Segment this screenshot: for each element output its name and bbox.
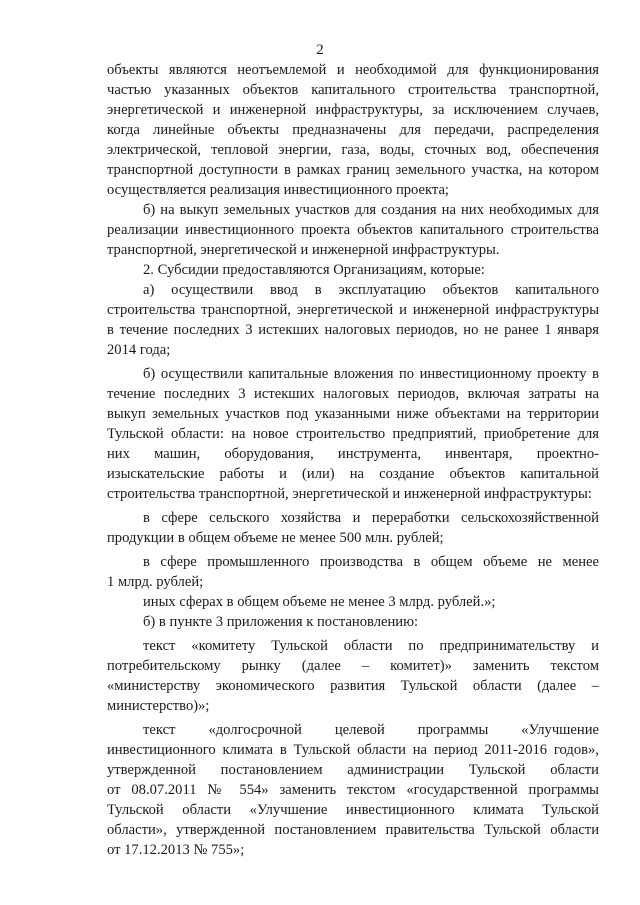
text-line: б) в пункте 3 приложения к постановлению:: [143, 614, 419, 630]
text-line: течение последних 3 истекших налоговых периодов, включая затраты на: [107, 386, 599, 402]
text-line: Тульской области: на новое строительство предприятий, приобретение для: [107, 426, 599, 442]
text-line: области», утвержденной постановлением правительства Тульской области: [107, 822, 599, 838]
text-line: объекты являются неотъемлемой и необходимой для функционирования: [107, 62, 599, 78]
text-line: текст «долгосрочной целевой программы «Улучшение: [143, 722, 599, 738]
text-line: от 08.07.2011 № 554» заменить текстом «государственной программы: [107, 782, 599, 798]
text-line: иных сферах в общем объеме не менее 3 млрд. рублей.»;: [143, 594, 496, 610]
text-line: 1 млрд. рублей;: [107, 574, 204, 590]
text-line: транспортной, энергетической и инженерной инфраструктуры.: [107, 242, 500, 258]
text-line: строительства транспортной, энергетической и инженерной инфраструктуры: [107, 302, 599, 318]
text-line: транспортной доступности в рамках границ земельного участка, на котором: [107, 162, 599, 178]
text-line: б) осуществили капитальные вложения по инвестиционному проекту в: [143, 366, 599, 382]
text-line: «министерству экономического развития Тульской области (далее –: [107, 678, 599, 694]
text-line: а) осуществили ввод в эксплуатацию объектов капитального: [143, 282, 599, 298]
text-line: выкуп земельных участков под указанными ниже объектами на территории: [107, 406, 599, 422]
text-line: когда линейные объекты предназначены для передачи, распределения: [107, 122, 599, 138]
text-line: частью указанных объектов капитального строительства транспортной,: [107, 82, 599, 98]
text-line: продукции в общем объеме не менее 500 млн. рублей;: [107, 530, 444, 546]
text-line: министерство)»;: [107, 698, 210, 714]
text-line: строительства транспортной, энергетической и инженерной инфраструктуры:: [107, 486, 592, 502]
text-line: 2014 года;: [107, 342, 171, 358]
text-line: осуществляется реализация инвестиционного проекта;: [107, 182, 449, 198]
text-line: изыскательские работы и (или) на создание объектов капитальной: [107, 466, 599, 482]
text-line: утвержденной постановлением администрации Тульской области: [107, 762, 599, 778]
text-line: текст «комитету Тульской области по предпринимательству и: [143, 638, 599, 654]
text-line: в сфере сельского хозяйства и переработки сельскохозяйственной: [143, 510, 599, 526]
text-line: реализации инвестиционного проекта объектов капитального строительства: [107, 222, 599, 238]
text-line: в течение последних 3 истекших налоговых периодов, но не ранее 1 января: [107, 322, 599, 338]
text-line: инвестиционного климата в Тульской области на период 2011-2016 годов»,: [107, 742, 599, 758]
text-line: энергетической и инженерной инфраструктуры, за исключением случаев,: [107, 102, 599, 118]
text-line: Тульской области «Улучшение инвестиционного климата Тульской: [107, 802, 599, 818]
text-line: потребительскому рынку (далее – комитет)» заменить текстом: [107, 658, 599, 674]
text-line: в сфере промышленного производства в общем объеме не менее: [143, 554, 599, 570]
text-line: электрической, тепловой энергии, газа, воды, сточных вод, обеспечения: [107, 142, 599, 158]
text-line: от 17.12.2013 № 755»;: [107, 842, 245, 858]
document-body: [107, 60, 599, 860]
page-number: 2: [316, 42, 324, 58]
text-line: них машин, оборудования, инструмента, инвентаря, проектно-: [107, 446, 599, 462]
text-line: 2. Субсидии предоставляются Организациям, которые:: [143, 262, 485, 278]
text-line: б) на выкуп земельных участков для создания на них необходимых для: [143, 202, 599, 218]
